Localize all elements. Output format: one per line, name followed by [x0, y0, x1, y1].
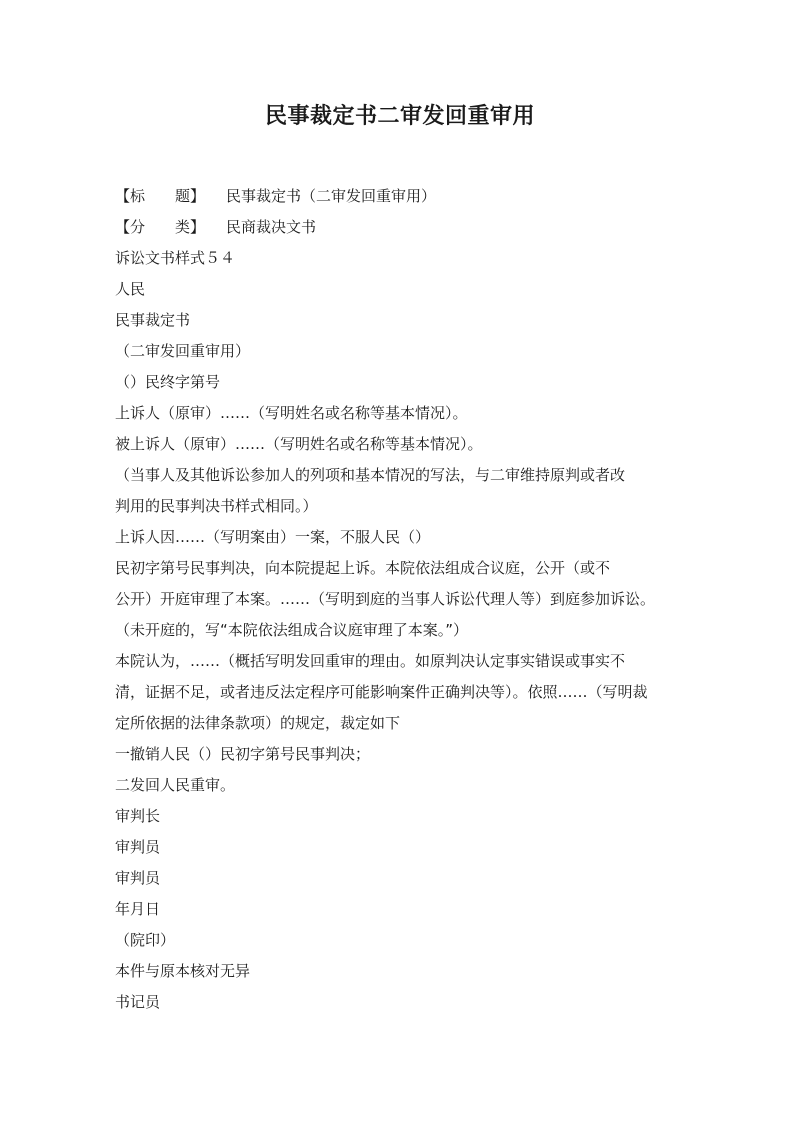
text-line: 二发回人民重审。	[115, 776, 236, 794]
text-line: 诉讼文书样式５４	[115, 249, 236, 267]
meta-key: 【分 类】	[115, 218, 206, 236]
text-line: 人民	[115, 280, 146, 298]
text-line: 本院认为，……（概括写明发回重审的理由。如原判决认定事实错误或事实不	[115, 652, 626, 670]
text-line: 年月日	[115, 900, 161, 918]
text-line: 上诉人因……（写明案由）一案，不服人民（）	[115, 528, 431, 546]
text-line: （当事人及其他诉讼参加人的列项和基本情况的写法，与二审维持原判或者改	[115, 466, 626, 484]
meta-key: 【标 题】	[115, 187, 206, 205]
text-line: 判用的民事判决书样式相同。）	[115, 497, 318, 515]
text-line: 书记员	[115, 993, 161, 1011]
text-line: 上诉人（原审）……（写明姓名或名称等基本情况）。	[115, 404, 468, 422]
document-body	[115, 181, 690, 1018]
text-line: 审判员	[115, 838, 161, 856]
text-line: 公开）开庭审理了本案。……（写明到庭的当事人诉讼代理人等）到庭参加诉讼。	[115, 590, 656, 608]
meta-value: 民事裁定书（二审发回重审用）	[226, 187, 437, 205]
meta-row-title	[115, 181, 690, 212]
meta-value: 民商裁决文书	[226, 218, 317, 236]
text-line: 本件与原本核对无异	[115, 962, 251, 980]
text-line: 被上诉人（原审）……（写明姓名或名称等基本情况）。	[115, 435, 483, 453]
text-line: 审判长	[115, 807, 161, 825]
text-line: （）民终字第号	[115, 373, 221, 391]
text-line: 定所依据的法律条款项）的规定，裁定如下	[115, 714, 401, 732]
text-line: （院印）	[115, 931, 176, 949]
text-line: 民初字第号民事判决，向本院提起上诉。本院依法组成合议庭，公开（或不	[115, 559, 611, 577]
text-line: （未开庭的，写“本院依法组成合议庭审理了本案。”）	[115, 621, 469, 639]
text-line: 清，证据不足，或者违反法定程序可能影响案件正确判决等）。依照……（写明裁	[115, 683, 648, 701]
document-title: 民事裁定书二审发回重审用	[264, 104, 535, 129]
text-line: （二审发回重审用）	[115, 342, 251, 360]
meta-row-category	[115, 212, 690, 243]
text-line: 民事裁定书	[115, 311, 191, 329]
text-line: 审判员	[115, 869, 161, 887]
text-line: 一撤销人民（）民初字第号民事判决；	[115, 745, 371, 763]
